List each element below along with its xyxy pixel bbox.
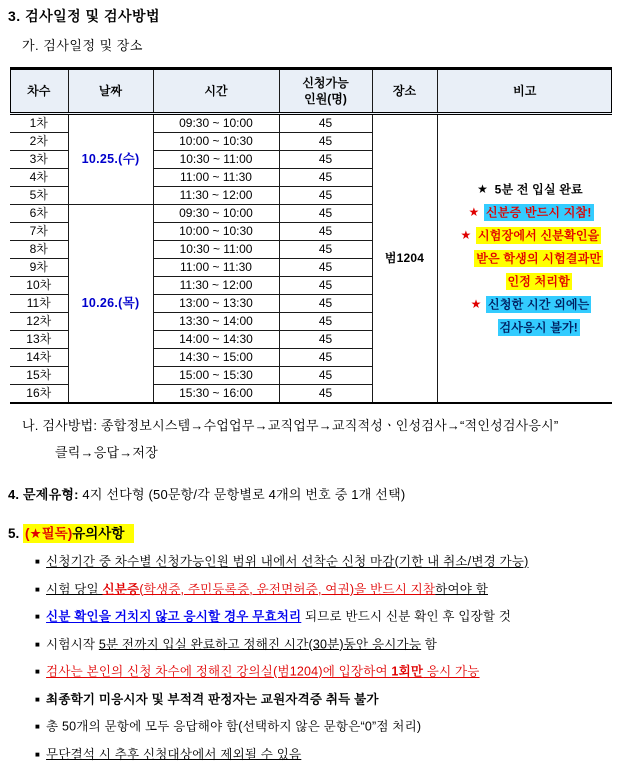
- remark-line: [450, 224, 609, 247]
- star-icon: ★: [460, 228, 472, 242]
- star-icon: ★: [468, 205, 480, 219]
- time-cell: 11:00 ~ 11:30: [153, 259, 279, 277]
- note-segment: 시험시작: [46, 637, 99, 651]
- schedule-table: [10, 67, 612, 404]
- remark-line: [450, 293, 609, 316]
- square-bullet-icon: ■: [35, 749, 41, 759]
- square-bullet-icon: ■: [35, 584, 41, 594]
- method-line2: 클릭→응답→저장: [55, 445, 158, 460]
- round-cell: 14차: [10, 349, 68, 367]
- remark-line: [450, 247, 609, 270]
- round-cell: 16차: [10, 385, 68, 404]
- remark-text: 신청한 시간 외에는: [488, 297, 590, 311]
- round-cell: 12차: [10, 313, 68, 331]
- place-cell: 범1204: [372, 114, 437, 404]
- round-cell: 3차: [10, 151, 68, 169]
- remark-text: 받은 학생의 시험결과만: [476, 251, 602, 265]
- method-section: [22, 415, 641, 461]
- section4-label: 4. 문제유형:: [8, 487, 79, 502]
- round-cell: 11차: [10, 295, 68, 313]
- remarks-block: [438, 176, 613, 341]
- capacity-cell: 45: [279, 277, 372, 295]
- remark-line: [450, 201, 609, 224]
- note-segment: 무단결석 시 추후 신청대상에서 제외될 수 있음: [46, 747, 302, 761]
- section3-subtitle: 가. 검사일정 및 장소: [22, 38, 143, 53]
- note-item: [35, 581, 641, 599]
- round-cell: 1차: [10, 114, 68, 133]
- note-item: [35, 663, 641, 681]
- note-segment: 시험 당일: [46, 582, 103, 596]
- time-cell: 11:30 ~ 12:00: [153, 187, 279, 205]
- time-cell: 11:00 ~ 11:30: [153, 169, 279, 187]
- table-row: [10, 114, 612, 133]
- capacity-cell: 45: [279, 367, 372, 385]
- header-round: 차수: [10, 69, 68, 114]
- capacity-cell: 45: [279, 331, 372, 349]
- note-segment: 최종학기 미응시자 및 부적격 판정자는 교원자격증 취득 불가: [46, 692, 379, 706]
- round-cell: 13차: [10, 331, 68, 349]
- date-cell: 10.25.(수): [68, 114, 153, 205]
- header-capacity-line1: 신청가능: [302, 75, 349, 90]
- header-capacity-line2: 인원(명): [304, 92, 347, 106]
- note-item: [35, 718, 641, 736]
- time-cell: 14:30 ~ 15:00: [153, 349, 279, 367]
- remark-text: 인정 처리함: [507, 274, 570, 288]
- note-segment: 총 50개의 문항에 모두 응답해야 함(선택하지 않은 문항은“0”점 처리): [46, 719, 422, 734]
- note-item: [35, 553, 641, 571]
- section5-mustread: (★필독): [25, 526, 73, 541]
- note-segment: 신분 확인을 거치지 않고 응시할 경우 무효처리: [46, 609, 302, 624]
- time-cell: 10:30 ~ 11:00: [153, 151, 279, 169]
- time-cell: 14:00 ~ 14:30: [153, 331, 279, 349]
- remark-line: [450, 316, 609, 339]
- header-note: 비고: [437, 69, 612, 114]
- capacity-cell: 45: [279, 241, 372, 259]
- note-segment: 응시 가능: [423, 664, 480, 679]
- section5-number: 5.: [8, 526, 24, 541]
- remark-text: 시험장에서 신분확인을: [478, 228, 600, 242]
- header-place: 장소: [372, 69, 437, 114]
- capacity-cell: 45: [279, 114, 372, 133]
- round-cell: 2차: [10, 133, 68, 151]
- time-cell: 15:30 ~ 16:00: [153, 385, 279, 404]
- remark-text: 5분 전 입실 완료: [494, 182, 583, 196]
- round-cell: 15차: [10, 367, 68, 385]
- remark-text: 검사응시 불가!: [499, 320, 578, 334]
- time-cell: 11:30 ~ 12:00: [153, 277, 279, 295]
- section5-notice-label: 유의사항: [72, 526, 125, 541]
- round-cell: 5차: [10, 187, 68, 205]
- section3-title: 3. 검사일정 및 검사방법: [8, 8, 161, 24]
- note-segment: 5분 전까지 입실 완료하고 정해진 시간(30분)동안 응시가능: [98, 637, 422, 651]
- method-line1: 나. 검사방법: 종합정보시스템→수업업무→교직업무→교직적성ㆍ인성검사→“적인성검사응시”: [22, 418, 559, 433]
- note-item: [35, 636, 641, 654]
- round-cell: 4차: [10, 169, 68, 187]
- note-segment: 하여야 함: [435, 582, 488, 596]
- section5-heading: [8, 522, 641, 542]
- capacity-cell: 45: [279, 187, 372, 205]
- round-cell: 10차: [10, 277, 68, 295]
- note-segment: 되므로 반드시 신분 확인 후 입장할 것: [301, 609, 512, 624]
- note-item: [35, 691, 641, 709]
- round-cell: 6차: [10, 205, 68, 223]
- capacity-cell: 45: [279, 385, 372, 404]
- square-bullet-icon: ■: [35, 612, 41, 621]
- square-bullet-icon: ■: [35, 667, 41, 676]
- round-cell: 8차: [10, 241, 68, 259]
- capacity-cell: 45: [279, 169, 372, 187]
- date-cell: 10.26.(목): [68, 205, 153, 404]
- round-cell: 9차: [10, 259, 68, 277]
- star-icon: ★: [470, 297, 482, 311]
- document-page: [0, 6, 641, 774]
- remark-line: [450, 270, 609, 293]
- section5-highlight: [23, 524, 134, 543]
- capacity-cell: 45: [279, 151, 372, 169]
- remark-line: [450, 178, 609, 201]
- table-header-row: [10, 69, 612, 114]
- note-segment: 신분증: [102, 582, 140, 596]
- time-cell: 10:30 ~ 11:00: [153, 241, 279, 259]
- schedule-body: [10, 114, 612, 404]
- square-bullet-icon: ■: [35, 694, 41, 704]
- capacity-cell: 45: [279, 313, 372, 331]
- square-bullet-icon: ■: [35, 639, 41, 649]
- capacity-cell: 45: [279, 259, 372, 277]
- time-cell: 13:30 ~ 14:00: [153, 313, 279, 331]
- note-segment: 함: [421, 637, 438, 651]
- remarks-cell: [437, 114, 612, 404]
- star-icon: ★: [477, 182, 489, 196]
- header-capacity: [279, 69, 372, 114]
- notes-list: [35, 553, 641, 763]
- note-segment: 1회만: [391, 664, 424, 679]
- note-item: [35, 746, 641, 764]
- capacity-cell: 45: [279, 349, 372, 367]
- time-cell: 09:30 ~ 10:00: [153, 205, 279, 223]
- capacity-cell: 45: [279, 133, 372, 151]
- round-cell: 7차: [10, 223, 68, 241]
- remark-text: 신분증 반드시 지참!: [485, 205, 592, 219]
- note-segment: (학생증, 주민등록증, 운전면허증, 여권)을 반드시 지참: [139, 582, 436, 596]
- header-time: 시간: [153, 69, 279, 114]
- section4-line: [8, 484, 641, 503]
- time-cell: 10:00 ~ 10:30: [153, 223, 279, 241]
- section4-text: 4지 선다형 (50문항/각 문항별로 4개의 번호 중 1개 선택): [78, 487, 406, 502]
- time-cell: 09:30 ~ 10:00: [153, 114, 279, 133]
- capacity-cell: 45: [279, 223, 372, 241]
- time-cell: 13:00 ~ 13:30: [153, 295, 279, 313]
- time-cell: 10:00 ~ 10:30: [153, 133, 279, 151]
- note-segment: 신청기간 중 차수별 신청가능인원 범위 내에서 선착순 신청 마감(기한 내 취소/변경 가능): [46, 554, 529, 569]
- capacity-cell: 45: [279, 205, 372, 223]
- square-bullet-icon: ■: [35, 557, 41, 566]
- note-segment: 검사는 본인의 신청 차수에 정해진 강의실(범1204)에 입장하여: [46, 664, 392, 679]
- note-item: [35, 608, 641, 626]
- header-date: 날짜: [68, 69, 153, 114]
- square-bullet-icon: ■: [35, 722, 41, 731]
- time-cell: 15:00 ~ 15:30: [153, 367, 279, 385]
- capacity-cell: 45: [279, 295, 372, 313]
